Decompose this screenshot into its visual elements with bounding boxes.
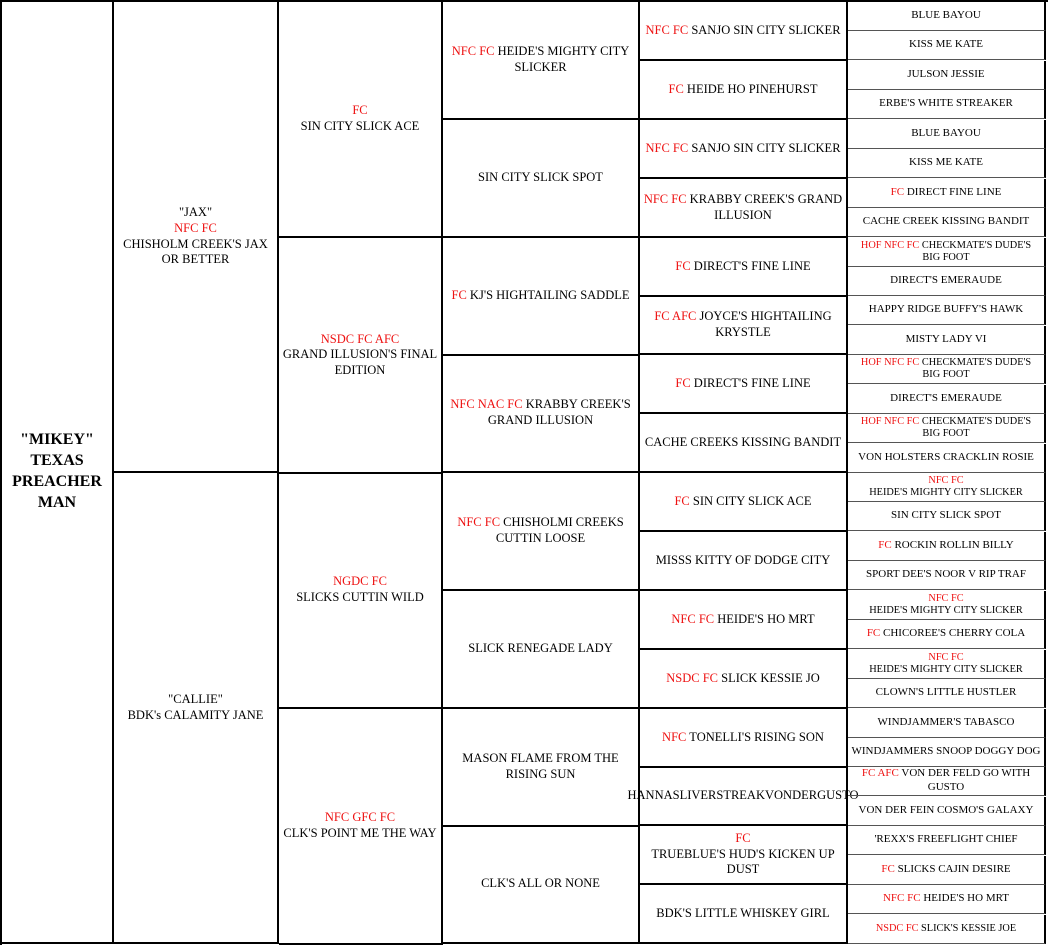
dog-entry xyxy=(883,892,1009,906)
pedigree-cell-gen4 xyxy=(640,473,848,532)
pedigree-cell-gen3 xyxy=(443,826,640,944)
dog-entry xyxy=(879,97,1013,111)
dog-name: HEIDE'S MIGHTY CITY SLICKER xyxy=(869,487,1023,498)
dog-name: DIRECT'S FINE LINE xyxy=(693,375,811,390)
dog-name: MISSS KITTY OF DODGE CITY xyxy=(655,552,831,567)
pedigree-cell-gen5 xyxy=(848,296,1046,325)
pedigree-cell-gen3 xyxy=(443,120,640,238)
dog-entry xyxy=(446,515,635,546)
dog-entry xyxy=(666,671,820,687)
dog-name: VON DER FELD GO WITH GUSTO xyxy=(901,767,1031,793)
dog-entry xyxy=(876,923,1016,935)
dog-name: DIRECT'S EMERAUDE xyxy=(890,392,1002,405)
dog-name: CHECKMATE'S DUDE'S BIG FOOT xyxy=(921,415,1032,439)
dog-name: BDK'S LITTLE WHISKEY GIRL xyxy=(656,905,830,920)
dog-name: CLOWN'S LITTLE HUSTLER xyxy=(875,686,1017,699)
dog-entry xyxy=(675,259,810,275)
title-prefix: FC xyxy=(675,375,691,390)
title-prefix: FC xyxy=(890,186,905,199)
pedigree-cell-gen4 xyxy=(640,650,848,709)
pedigree-cell-gen2 xyxy=(279,709,443,945)
dog-entry xyxy=(674,494,811,510)
dog-name: SIN CITY SLICK SPOT xyxy=(891,509,1001,522)
dog-name: SLICK RENEGADE LADY xyxy=(468,641,613,656)
pedigree-cell-gen5 xyxy=(848,414,1046,443)
pedigree-cell-gen5 xyxy=(848,620,1046,649)
pedigree-cell-gen5 xyxy=(848,120,1046,149)
dog-name: CHECKMATE'S DUDE'S BIG FOOT xyxy=(921,356,1032,380)
title-prefix: FC xyxy=(675,258,691,273)
pedigree-cell-gen5 xyxy=(848,31,1046,60)
dog-entry xyxy=(891,509,1001,523)
dog-entry xyxy=(878,539,1014,553)
dog-name: CHECKMATE'S DUDE'S BIG FOOT xyxy=(921,239,1032,263)
subject-cell xyxy=(2,2,114,944)
dog-entry xyxy=(907,68,984,82)
pedigree-cell-gen5 xyxy=(848,502,1046,531)
dog-entry xyxy=(859,804,1034,818)
dog-entry xyxy=(866,568,1026,582)
pedigree-cell-gen4 xyxy=(640,885,848,944)
pedigree-cell-gen5 xyxy=(848,650,1046,679)
pedigree-cell-gen5 xyxy=(848,149,1046,178)
pedigree-cell-gen1 xyxy=(114,2,279,473)
title-prefix: NGDC FC xyxy=(333,574,387,589)
pedigree-cell-gen5 xyxy=(848,738,1046,767)
pedigree-cell-gen2 xyxy=(279,2,443,238)
dog-name: CHISHOLM CREEK'S JAX OR BETTER xyxy=(123,236,268,267)
pedigree-cell-gen5 xyxy=(848,561,1046,590)
pedigree-cell-gen4 xyxy=(640,179,848,238)
pedigree-cell-gen5 xyxy=(848,179,1046,208)
dog-entry xyxy=(869,303,1023,317)
pedigree-cell-gen4 xyxy=(640,591,848,650)
title-prefix: NFC GFC FC xyxy=(324,810,396,825)
dog-name: VON HOLSTERS CRACKLIN ROSIE xyxy=(858,451,1034,464)
pedigree-cell-gen5 xyxy=(848,532,1046,561)
pedigree-cell-gen4 xyxy=(640,826,848,885)
dog-name: HANNASLIVERSTREAKVONDERGUSTO xyxy=(627,787,859,802)
title-prefix: FC xyxy=(451,288,467,303)
title-prefix: FC xyxy=(866,627,881,640)
dog-entry xyxy=(851,416,1041,441)
pedigree-cell-gen5 xyxy=(848,915,1046,944)
dog-name: BLUE BAYOU xyxy=(911,127,981,140)
dog-entry xyxy=(909,156,983,170)
dog-name: WINDJAMMER'S TABASCO xyxy=(877,716,1015,729)
dog-name: BDK's CALAMITY JANE xyxy=(127,707,264,722)
title-prefix: FC AFC xyxy=(654,308,697,323)
dog-entry xyxy=(671,612,814,628)
dog-name: JULSON JESSIE xyxy=(907,68,985,81)
dog-name: CLK'S POINT ME THE WAY xyxy=(283,826,437,840)
dog-entry xyxy=(446,751,635,782)
pedigree-cell-gen5 xyxy=(848,238,1046,267)
dog-name: SLICKS CAJIN DESIRE xyxy=(897,863,1011,876)
title-prefix: NFC FC xyxy=(174,220,217,235)
title-prefix: NFC FC xyxy=(882,892,921,905)
dog-name: DIRECT'S EMERAUDE xyxy=(890,274,1002,287)
dog-entry xyxy=(669,82,818,98)
dog-name: SLICK KESSIE JO xyxy=(721,670,820,685)
dog-name: ERBE'S WHITE STREAKER xyxy=(879,97,1013,110)
pedigree-cell-gen5 xyxy=(848,90,1046,119)
dog-entry xyxy=(852,745,1041,759)
dog-entry xyxy=(891,186,1002,200)
title-prefix: NFC NAC FC xyxy=(450,397,523,412)
title-prefix: NFC FC xyxy=(645,140,689,155)
dog-name: CACHE CREEK KISSING BANDIT xyxy=(862,215,1030,228)
dog-entry xyxy=(851,357,1041,382)
dog-entry xyxy=(909,38,983,52)
title-prefix: NSDC FC xyxy=(666,670,718,685)
dog-entry xyxy=(881,863,1010,877)
pedigree-cell-gen3 xyxy=(443,473,640,591)
pedigree-cell-gen5 xyxy=(848,208,1046,237)
pedigree-cell-gen4 xyxy=(627,767,859,826)
pedigree-cell-gen5 xyxy=(848,826,1046,855)
dog-entry xyxy=(890,392,1002,406)
title-prefix: NFC xyxy=(662,729,687,744)
title-prefix: NFC FC xyxy=(645,22,689,37)
dog-name: KISS ME KATE xyxy=(909,156,983,169)
dog-name: 'REXX'S FREEFLIGHT CHIEF xyxy=(874,833,1018,846)
pedigree-cell-gen3 xyxy=(443,355,640,473)
pedigree-cell-gen5 xyxy=(848,61,1046,90)
dog-name: HEIDE'S HO MRT xyxy=(717,611,815,626)
dog-entry xyxy=(643,309,843,340)
pedigree-cell-gen4 xyxy=(640,709,848,768)
dog-name: SANJO SIN CITY SLICKER xyxy=(691,22,841,37)
dog-name: HEIDE'S MIGHTY CITY SLICKER xyxy=(497,44,630,74)
pedigree-cell-gen5 xyxy=(848,709,1046,738)
dog-entry xyxy=(863,215,1030,229)
title-prefix: NSDC FC xyxy=(875,922,919,934)
dog-entry xyxy=(452,288,630,304)
dog-entry xyxy=(906,333,987,347)
dog-entry xyxy=(446,44,635,75)
dog-name: SLICK'S KESSIE JOE xyxy=(921,922,1017,934)
dog-name: HEIDE'S HO MRT xyxy=(923,892,1009,905)
pedigree-cell-gen3 xyxy=(443,2,640,120)
pedigree-cell-gen5 xyxy=(848,885,1046,914)
dog-name: SANJO SIN CITY SLICKER xyxy=(691,140,841,155)
dog-entry xyxy=(876,686,1017,700)
dog-entry xyxy=(890,274,1002,288)
dog-entry xyxy=(911,9,981,23)
dog-name: KRABBY CREEK'S GRAND ILLUSION xyxy=(689,191,843,222)
pedigree-cell-gen4 xyxy=(640,61,848,120)
pedigree-cell-gen5 xyxy=(848,797,1046,826)
title-prefix: NFC FC xyxy=(457,515,501,530)
dog-entry xyxy=(481,876,600,892)
dog-entry xyxy=(675,376,810,392)
dog-entry xyxy=(867,627,1025,641)
dog-name: DIRECT'S FINE LINE xyxy=(693,258,811,273)
dog-entry xyxy=(645,435,841,451)
pedigree-cell-gen5 xyxy=(848,355,1046,384)
title-prefix: HOF NFC FC xyxy=(860,415,920,427)
dog-name: SIN CITY SLICK ACE xyxy=(300,119,420,133)
pedigree-cell-gen1 xyxy=(114,473,279,944)
dog-name: CHISHOLMI CREEKS CUTTIN LOOSE xyxy=(495,515,624,545)
call-name: "CALLIE" xyxy=(168,691,223,706)
dog-name: JOYCE'S HIGHTAILING KRYSTLE xyxy=(699,308,832,339)
title-prefix: FC xyxy=(668,81,684,96)
pedigree-cell-gen4 xyxy=(640,2,848,61)
pedigree-cell-gen5 xyxy=(848,2,1046,31)
title-prefix: FC xyxy=(881,863,895,876)
dog-name: BLUE BAYOU xyxy=(911,9,981,22)
subject-name-line: PREACHER xyxy=(12,473,102,490)
pedigree-cell-gen2 xyxy=(279,238,443,474)
dog-name: WINDJAMMERS SNOOP DOGGY DOG xyxy=(851,745,1041,758)
title-prefix: HOF NFC FC xyxy=(860,356,920,368)
dog-entry xyxy=(656,906,829,922)
pedigree-cell-gen5 xyxy=(848,267,1046,296)
dog-entry xyxy=(478,170,603,186)
dog-entry xyxy=(645,23,840,39)
dog-entry xyxy=(911,127,981,141)
title-prefix: NFC FC xyxy=(928,474,964,486)
pedigree-cell-gen3 xyxy=(443,238,640,356)
pedigree-cell-gen5 xyxy=(848,767,1046,796)
pedigree-cell-gen5 xyxy=(848,444,1046,473)
pedigree-cell-gen3 xyxy=(443,709,640,827)
dog-entry xyxy=(643,192,843,223)
pedigree-cell-gen4 xyxy=(640,355,848,414)
dog-name: CLK'S ALL OR NONE xyxy=(481,876,600,891)
dog-name: HAPPY RIDGE BUFFY'S HAWK xyxy=(868,303,1024,316)
title-prefix: NFC FC xyxy=(928,592,964,604)
pedigree-cell-gen4 xyxy=(640,532,848,591)
dog-name: KJ'S HIGHTAILING SADDLE xyxy=(469,288,630,303)
dog-entry xyxy=(851,240,1041,265)
dog-entry xyxy=(858,451,1034,465)
dog-entry xyxy=(878,716,1015,730)
title-prefix: NFC FC xyxy=(643,191,687,206)
dog-name: SIN CITY SLICK ACE xyxy=(692,493,812,508)
dog-entry xyxy=(656,553,831,569)
pedigree-cell-gen2 xyxy=(279,473,443,709)
dog-name: KISS ME KATE xyxy=(909,38,983,51)
title-prefix: FC xyxy=(352,103,368,118)
dog-name: VON DER FEIN COSMO'S GALAXY xyxy=(858,804,1034,817)
dog-entry xyxy=(446,397,635,428)
title-prefix: FC xyxy=(735,831,751,846)
call-name: "JAX" xyxy=(178,205,213,220)
dog-entry xyxy=(851,767,1041,795)
title-prefix: NSDC FC AFC xyxy=(320,331,400,346)
title-prefix: FC xyxy=(878,539,892,552)
title-prefix: NFC FC xyxy=(671,611,715,626)
pedigree-cell-gen4 xyxy=(640,414,848,473)
pedigree-cell-gen5 xyxy=(848,473,1046,502)
title-prefix: NFC FC xyxy=(451,44,495,59)
dog-name: ROCKIN ROLLIN BILLY xyxy=(894,539,1014,552)
dog-name: TONELLI'S RISING SON xyxy=(689,729,824,744)
dog-name: DIRECT FINE LINE xyxy=(906,186,1002,199)
pedigree-cell-gen5 xyxy=(848,591,1046,620)
dog-name: KRABBY CREEK'S GRAND ILLUSION xyxy=(487,397,631,427)
subject-name-line: MAN xyxy=(37,493,77,511)
subject-name-line: TEXAS xyxy=(30,452,84,470)
pedigree-cell-gen5 xyxy=(848,856,1046,885)
dog-name: SLICKS CUTTIN WILD xyxy=(296,590,424,604)
pedigree-cell-gen4 xyxy=(640,296,848,355)
title-prefix: HOF NFC FC xyxy=(860,239,920,251)
title-prefix: FC xyxy=(674,493,690,508)
dog-entry xyxy=(662,730,824,746)
dog-name: TRUEBLUE'S HUD'S KICKEN UP DUST xyxy=(651,846,835,877)
dog-name: CHICOREE'S CHERRY COLA xyxy=(883,627,1026,640)
dog-entry xyxy=(874,833,1017,847)
pedigree-cell-gen4 xyxy=(640,120,848,179)
subject-name-line: "MIKEY" xyxy=(20,431,94,449)
dog-name: HEIDE HO PINEHURST xyxy=(686,81,818,96)
title-prefix: NFC FC xyxy=(928,651,964,663)
dog-name: CACHE CREEKS KISSING BANDIT xyxy=(644,434,842,449)
dog-name: MASON FLAME FROM THE RISING SUN xyxy=(462,751,619,781)
dog-name: SIN CITY SLICK SPOT xyxy=(478,170,603,185)
dog-name: HEIDE'S MIGHTY CITY SLICKER xyxy=(869,605,1023,616)
title-prefix: FC AFC xyxy=(861,767,899,780)
pedigree-cell-gen5 xyxy=(848,679,1046,708)
dog-entry xyxy=(645,141,840,157)
dog-name: GRAND ILLUSION'S FINAL EDITION xyxy=(282,347,438,377)
dog-entry xyxy=(468,641,612,657)
dog-name: MISTY LADY VI xyxy=(905,333,987,346)
pedigree-cell-gen3 xyxy=(443,591,640,709)
dog-name: HEIDE'S MIGHTY CITY SLICKER xyxy=(869,664,1023,675)
pedigree-cell-gen5 xyxy=(848,385,1046,414)
dog-name: SPORT DEE'S NOOR V RIP TRAF xyxy=(866,568,1026,581)
pedigree-cell-gen5 xyxy=(848,326,1046,355)
dog-entry xyxy=(627,788,858,804)
pedigree-cell-gen4 xyxy=(640,238,848,297)
